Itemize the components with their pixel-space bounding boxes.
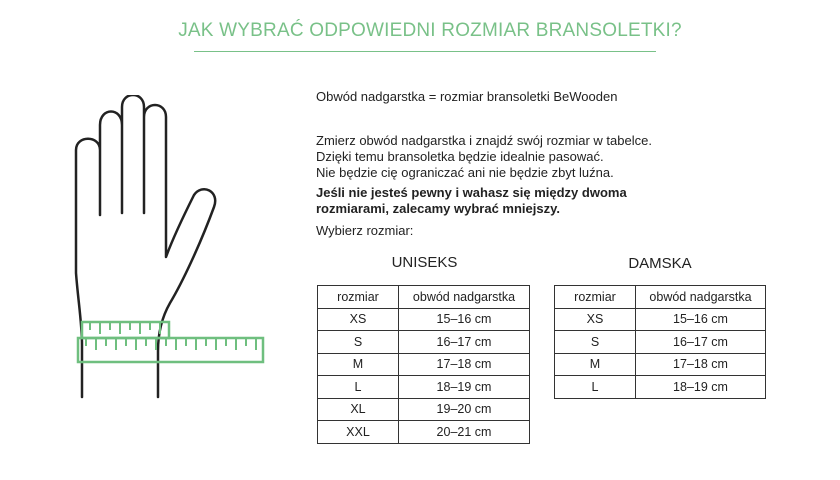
- size-cell: S: [318, 331, 399, 354]
- size-cell: M: [555, 353, 636, 376]
- hand-outline-icon: [76, 95, 215, 397]
- wrist-cell: 17–18 cm: [399, 353, 530, 376]
- ruler-upper-icon: [82, 322, 169, 338]
- table-row: [555, 353, 766, 376]
- wrist-cell: 15–16 cm: [399, 308, 530, 331]
- column-header-wrist: obwód nadgarstka: [399, 286, 530, 309]
- size-cell: XXL: [318, 421, 399, 444]
- wrist-cell: 16–17 cm: [399, 331, 530, 354]
- table-row: [555, 331, 766, 354]
- table-row: [555, 376, 766, 399]
- table-row: [318, 331, 530, 354]
- recommendation-line: rozmiarami, zalecamy wybrać mniejszy.: [316, 201, 560, 216]
- table-row: [318, 353, 530, 376]
- table-row: [318, 398, 530, 421]
- hand-illustration: [70, 95, 275, 405]
- size-cell: M: [318, 353, 399, 376]
- wrist-cell: 19–20 cm: [399, 398, 530, 421]
- womens-size-table: [554, 285, 766, 399]
- column-header-size: rozmiar: [555, 286, 636, 309]
- table-row: [318, 376, 530, 399]
- page-title: JAK WYBRAĆ ODPOWIEDNI ROZMIAR BRANSOLETKI?: [178, 20, 682, 41]
- instructions-line: Dzięki temu bransoletka będzie idealnie pasować.: [316, 149, 604, 164]
- ruler-ticks-icon: [86, 322, 256, 350]
- size-cell: L: [318, 376, 399, 399]
- column-header-size: rozmiar: [318, 286, 399, 309]
- wrist-cell: 15–16 cm: [636, 308, 766, 331]
- size-cell: S: [555, 331, 636, 354]
- column-header-wrist: obwód nadgarstka: [636, 286, 766, 309]
- wrist-cell: 20–21 cm: [399, 421, 530, 444]
- unisex-table-title: UNISEKS: [391, 254, 458, 271]
- size-cell: XL: [318, 398, 399, 421]
- table-row: [555, 308, 766, 331]
- recommendation-note: [316, 185, 627, 217]
- title-underline: [194, 51, 656, 52]
- wrist-cell: 17–18 cm: [636, 353, 766, 376]
- instructions-paragraph: [316, 133, 652, 181]
- table-row: [318, 421, 530, 444]
- wrist-cell: 18–19 cm: [399, 376, 530, 399]
- table-header-row: [318, 286, 530, 309]
- choose-size-label: Wybierz rozmiar:: [316, 223, 414, 238]
- intro-text: Obwód nadgarstka = rozmiar bransoletki BeWooden: [316, 89, 618, 104]
- wrist-cell: 16–17 cm: [636, 331, 766, 354]
- womens-table-title: DAMSKA: [628, 255, 692, 272]
- instructions-line: Zmierz obwód nadgarstka i znajdź swój rozmiar w tabelce.: [316, 133, 652, 148]
- size-cell: L: [555, 376, 636, 399]
- size-cell: XS: [555, 308, 636, 331]
- size-cell: XS: [318, 308, 399, 331]
- table-row: [318, 308, 530, 331]
- wrist-cell: 18–19 cm: [636, 376, 766, 399]
- instructions-line: Nie będzie cię ograniczać ani nie będzie zbyt luźna.: [316, 165, 614, 180]
- unisex-size-table: [317, 285, 530, 444]
- recommendation-line: Jeśli nie jesteś pewny i wahasz się między dwoma: [316, 185, 627, 200]
- table-header-row: [555, 286, 766, 309]
